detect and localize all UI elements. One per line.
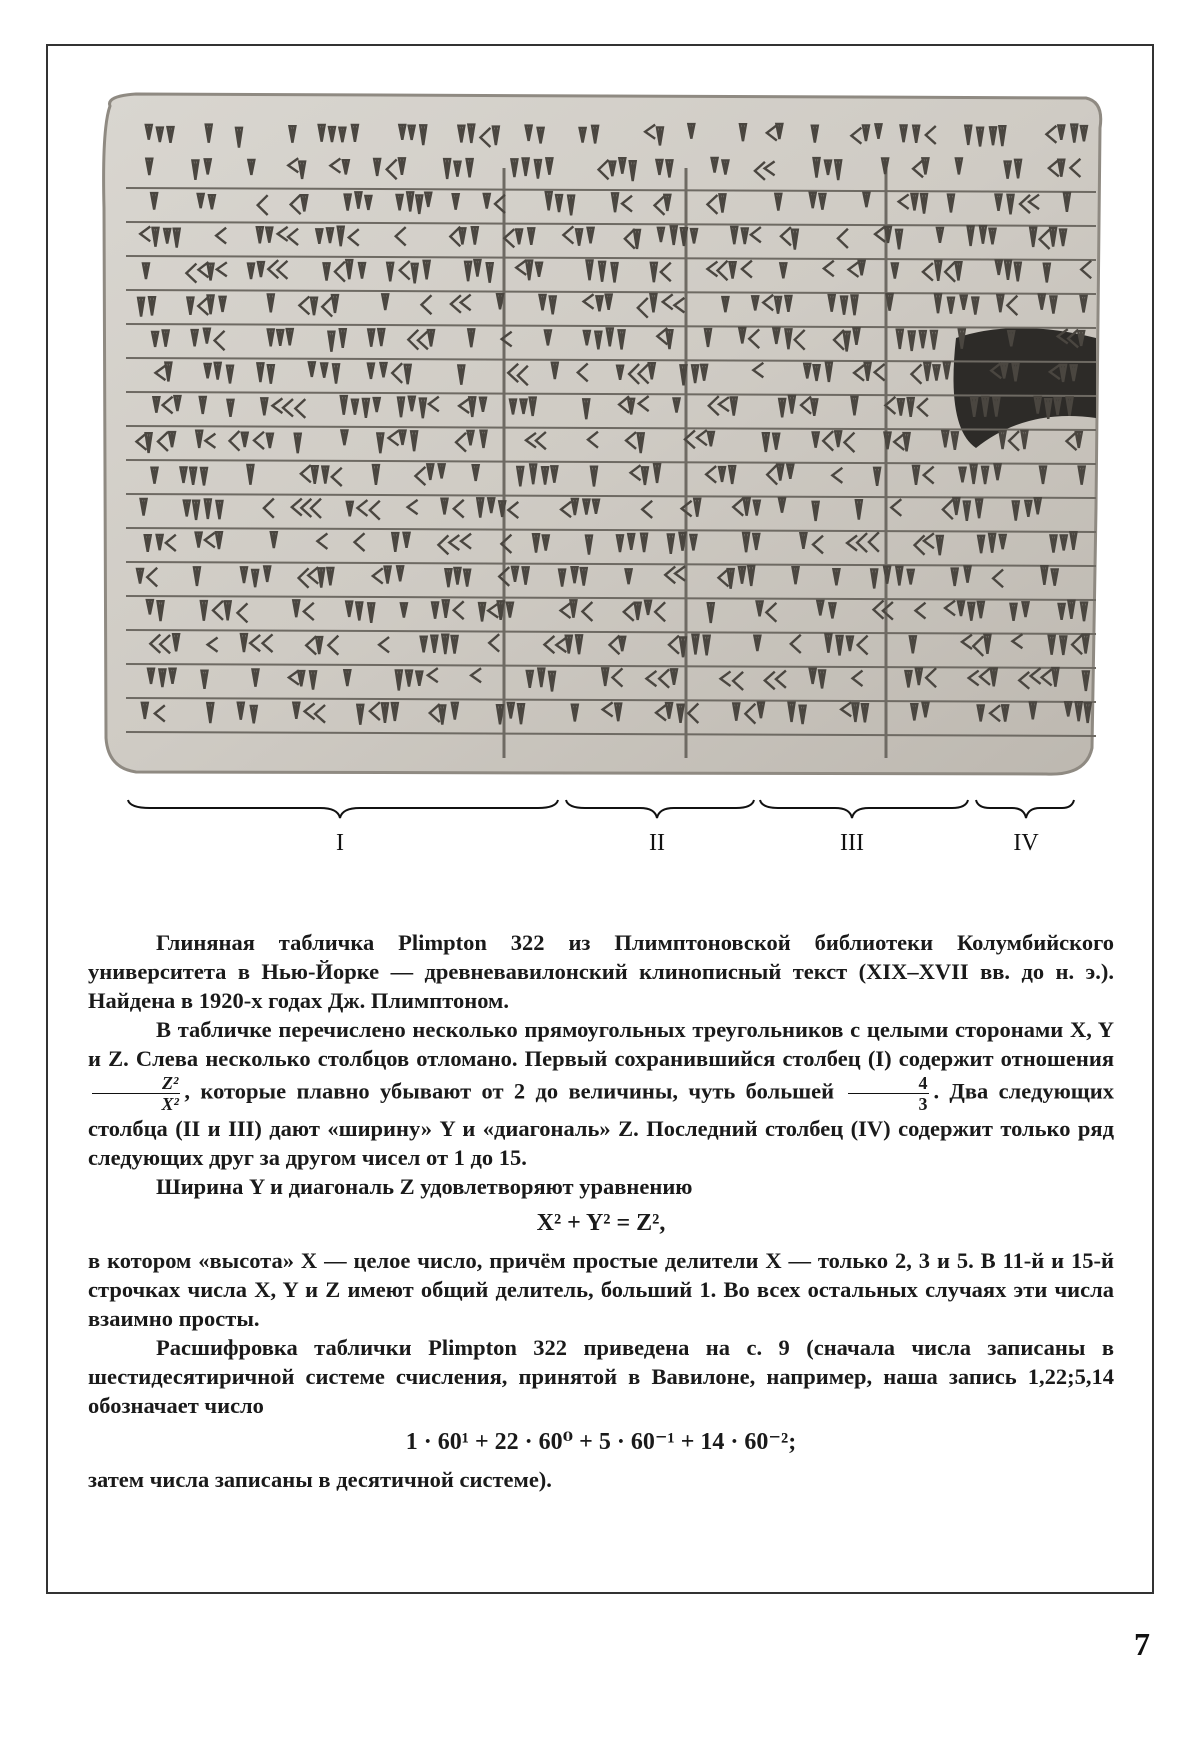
- caption-p2-part-a: В табличке перечислено несколько прямоугольных треугольников с целыми сторонами X, Y и Z. Слева несколько столбцов отломано. Первый сохранившийся столбец (I) содержит отношения: [88, 1017, 1114, 1071]
- caption-text: [88, 928, 1114, 1494]
- fraction-numerator: Z²: [92, 1073, 180, 1094]
- column-label-iv: IV: [1013, 830, 1039, 856]
- fraction-denominator: X²: [161, 1094, 179, 1114]
- fraction-numerator: 4: [848, 1073, 929, 1094]
- fraction-4-3: [848, 1073, 929, 1114]
- fraction-denominator: 3: [918, 1094, 928, 1114]
- column-label-ii: II: [649, 830, 665, 856]
- caption-p2-part-b: , которые плавно убывают от 2 до величины, чуть большей: [184, 1078, 835, 1104]
- caption-p2-part-c: . Два следующих столбца (II и III) дают «ширину» Y и «диагональ» Z. Последний столбец (IV) содержит только ряд следующих друг за другом чисел от 1 до 15.: [88, 1078, 1115, 1170]
- caption-paragraph-3: Ширина Y и диагональ Z удовлетворяют уравнению: [156, 1174, 693, 1199]
- column-label-iii: III: [840, 830, 864, 856]
- caption-paragraph-5: Расшифровка таблички Plimpton 322 приведена на с. 9 (сначала числа записаны в шестидесятиричной системе счисления, принятой в Вавилоне, например, наша запись 1,22;5,14 обозначает число: [88, 1335, 1114, 1418]
- sexagesimal-formula: 1 · 60¹ + 22 · 60⁰ + 5 · 60⁻¹ + 14 · 60⁻²;: [405, 1429, 797, 1455]
- clay-tablet-image: [96, 88, 1106, 778]
- caption-paragraph-6: затем числа записаны в десятичной системе).: [88, 1467, 552, 1492]
- pythagorean-formula: X² + Y² = Z²,: [536, 1210, 666, 1236]
- caption-paragraph-2: [88, 1015, 1114, 1172]
- column-braces: [0, 790, 1200, 856]
- page-number: 7: [1134, 1626, 1150, 1662]
- column-label-i: I: [336, 830, 344, 856]
- fraction-z2-x2: [92, 1073, 180, 1114]
- caption-paragraph-4: в котором «высота» X — целое число, причём простые делители X — только 2, 3 и 5. В 11-й и 15-й строчках числа X, Y и Z имеют общий делитель, больший 1. Во всех остальных случаях эти числа взаимно просты.: [88, 1248, 1114, 1331]
- caption-paragraph-1: Глиняная табличка Plimpton 322 из Плимптоновской библиотеки Колумбийского университета в Нью-Йорке — древневавилонский клинописный текст (XIX–XVII вв. до н. э.). Найдена в 1920-х годах Дж. Плимптоном.: [88, 930, 1114, 1013]
